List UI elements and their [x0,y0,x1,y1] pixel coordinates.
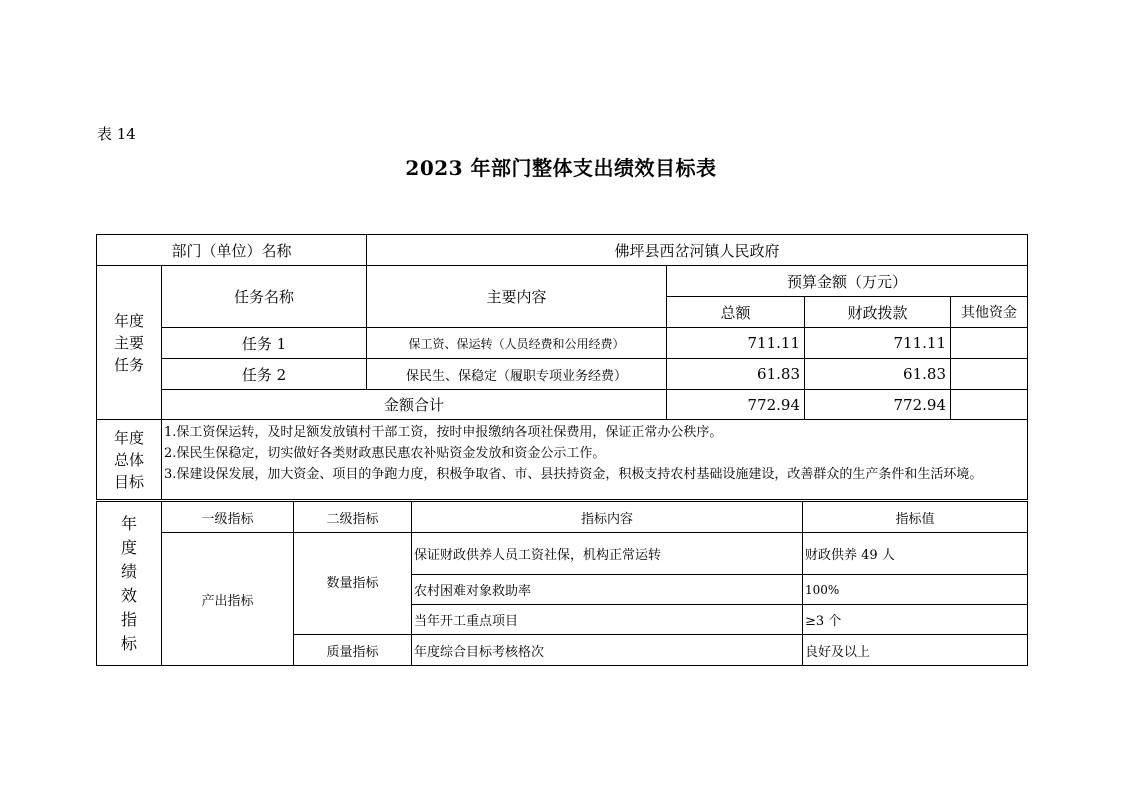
header-level2: 二级指标 [294,502,412,533]
header-total: 总额 [667,297,805,328]
indicator-value: 良好及以上 [805,644,871,660]
goal-line: 2.保民生保稳定，切实做好各类财政惠民惠农补贴资金发放和资金公示工作。 [164,446,606,461]
unit-name: 佛坪县西岔河镇人民政府 [367,235,1027,266]
indicator-content: 农村困难对象救助率 [412,575,803,605]
task-other [951,328,1027,359]
indicator-content: 当年开工重点项目 [412,605,803,635]
goal-line: 3.保建设保发展，加大资金、项目的争跑力度，积极争取省、市、县扶持资金，积极支持农村基础设施建设，改善群众的生产条件和生活环境。 [164,467,983,482]
level2-quality: 质量指标 [294,635,412,665]
task-fiscal: 711.11 [805,328,951,359]
header-budget-amount: 预算金额（万元） [667,266,1027,297]
indicator-value: 100% [803,575,1027,605]
unit-label: 部门（单位）名称 [97,235,367,266]
goal-line: 1.保工资保运转，及时足额发放镇村干部工资，按时申报缴纳各项社保费用，保证正常办公秩序。 [164,425,723,440]
indicator-content: 年度综合目标考核格次 [412,635,803,665]
task-content: 保工资、保运转（人员经费和公用经费） [367,328,667,359]
budget-table [96,234,1028,500]
indicator-value: 财政供养 49 人 [803,533,1027,575]
table-number: 表 14 [97,125,136,143]
task-content: 保民生、保稳定（履职专项业务经费） [367,359,667,390]
annual-tasks-label: 年度 主要 任务 [97,266,162,420]
header-other-funds: 其他资金 [951,297,1027,328]
task-fiscal: 61.83 [805,359,951,390]
sum-total: 772.94 [667,390,805,420]
task-total: 61.83 [667,359,805,390]
task-other [951,359,1027,390]
header-task-name: 任务名称 [162,266,367,328]
header-level1: 一级指标 [162,502,294,533]
level2-quantity: 数量指标 [294,533,412,635]
sum-other [951,390,1027,420]
task-total: 711.11 [667,328,805,359]
sum-fiscal: 772.94 [805,390,951,420]
task-name: 任务 1 [162,328,367,359]
overall-goals-text [162,420,1027,499]
task-name: 任务 2 [162,359,367,390]
header-fiscal: 财政拨款 [805,297,951,328]
overall-goals-label: 年度 总体 目标 [97,420,162,499]
page-title: 2023 年部门整体支出绩效目标表 [405,156,717,180]
indicator-value: ≥3 个 [803,605,1027,635]
header-main-content: 主要内容 [367,266,667,328]
header-indicator-content: 指标内容 [412,502,803,533]
level1-output: 产出指标 [162,533,294,665]
sum-label: 金额合计 [162,390,667,420]
header-indicator-value: 指标值 [803,502,1027,533]
performance-table [96,501,1028,666]
indicator-content: 保证财政供养人员工资社保，机构正常运转 [412,533,803,575]
performance-label: 年 度 绩 效 指 标 [97,502,162,665]
